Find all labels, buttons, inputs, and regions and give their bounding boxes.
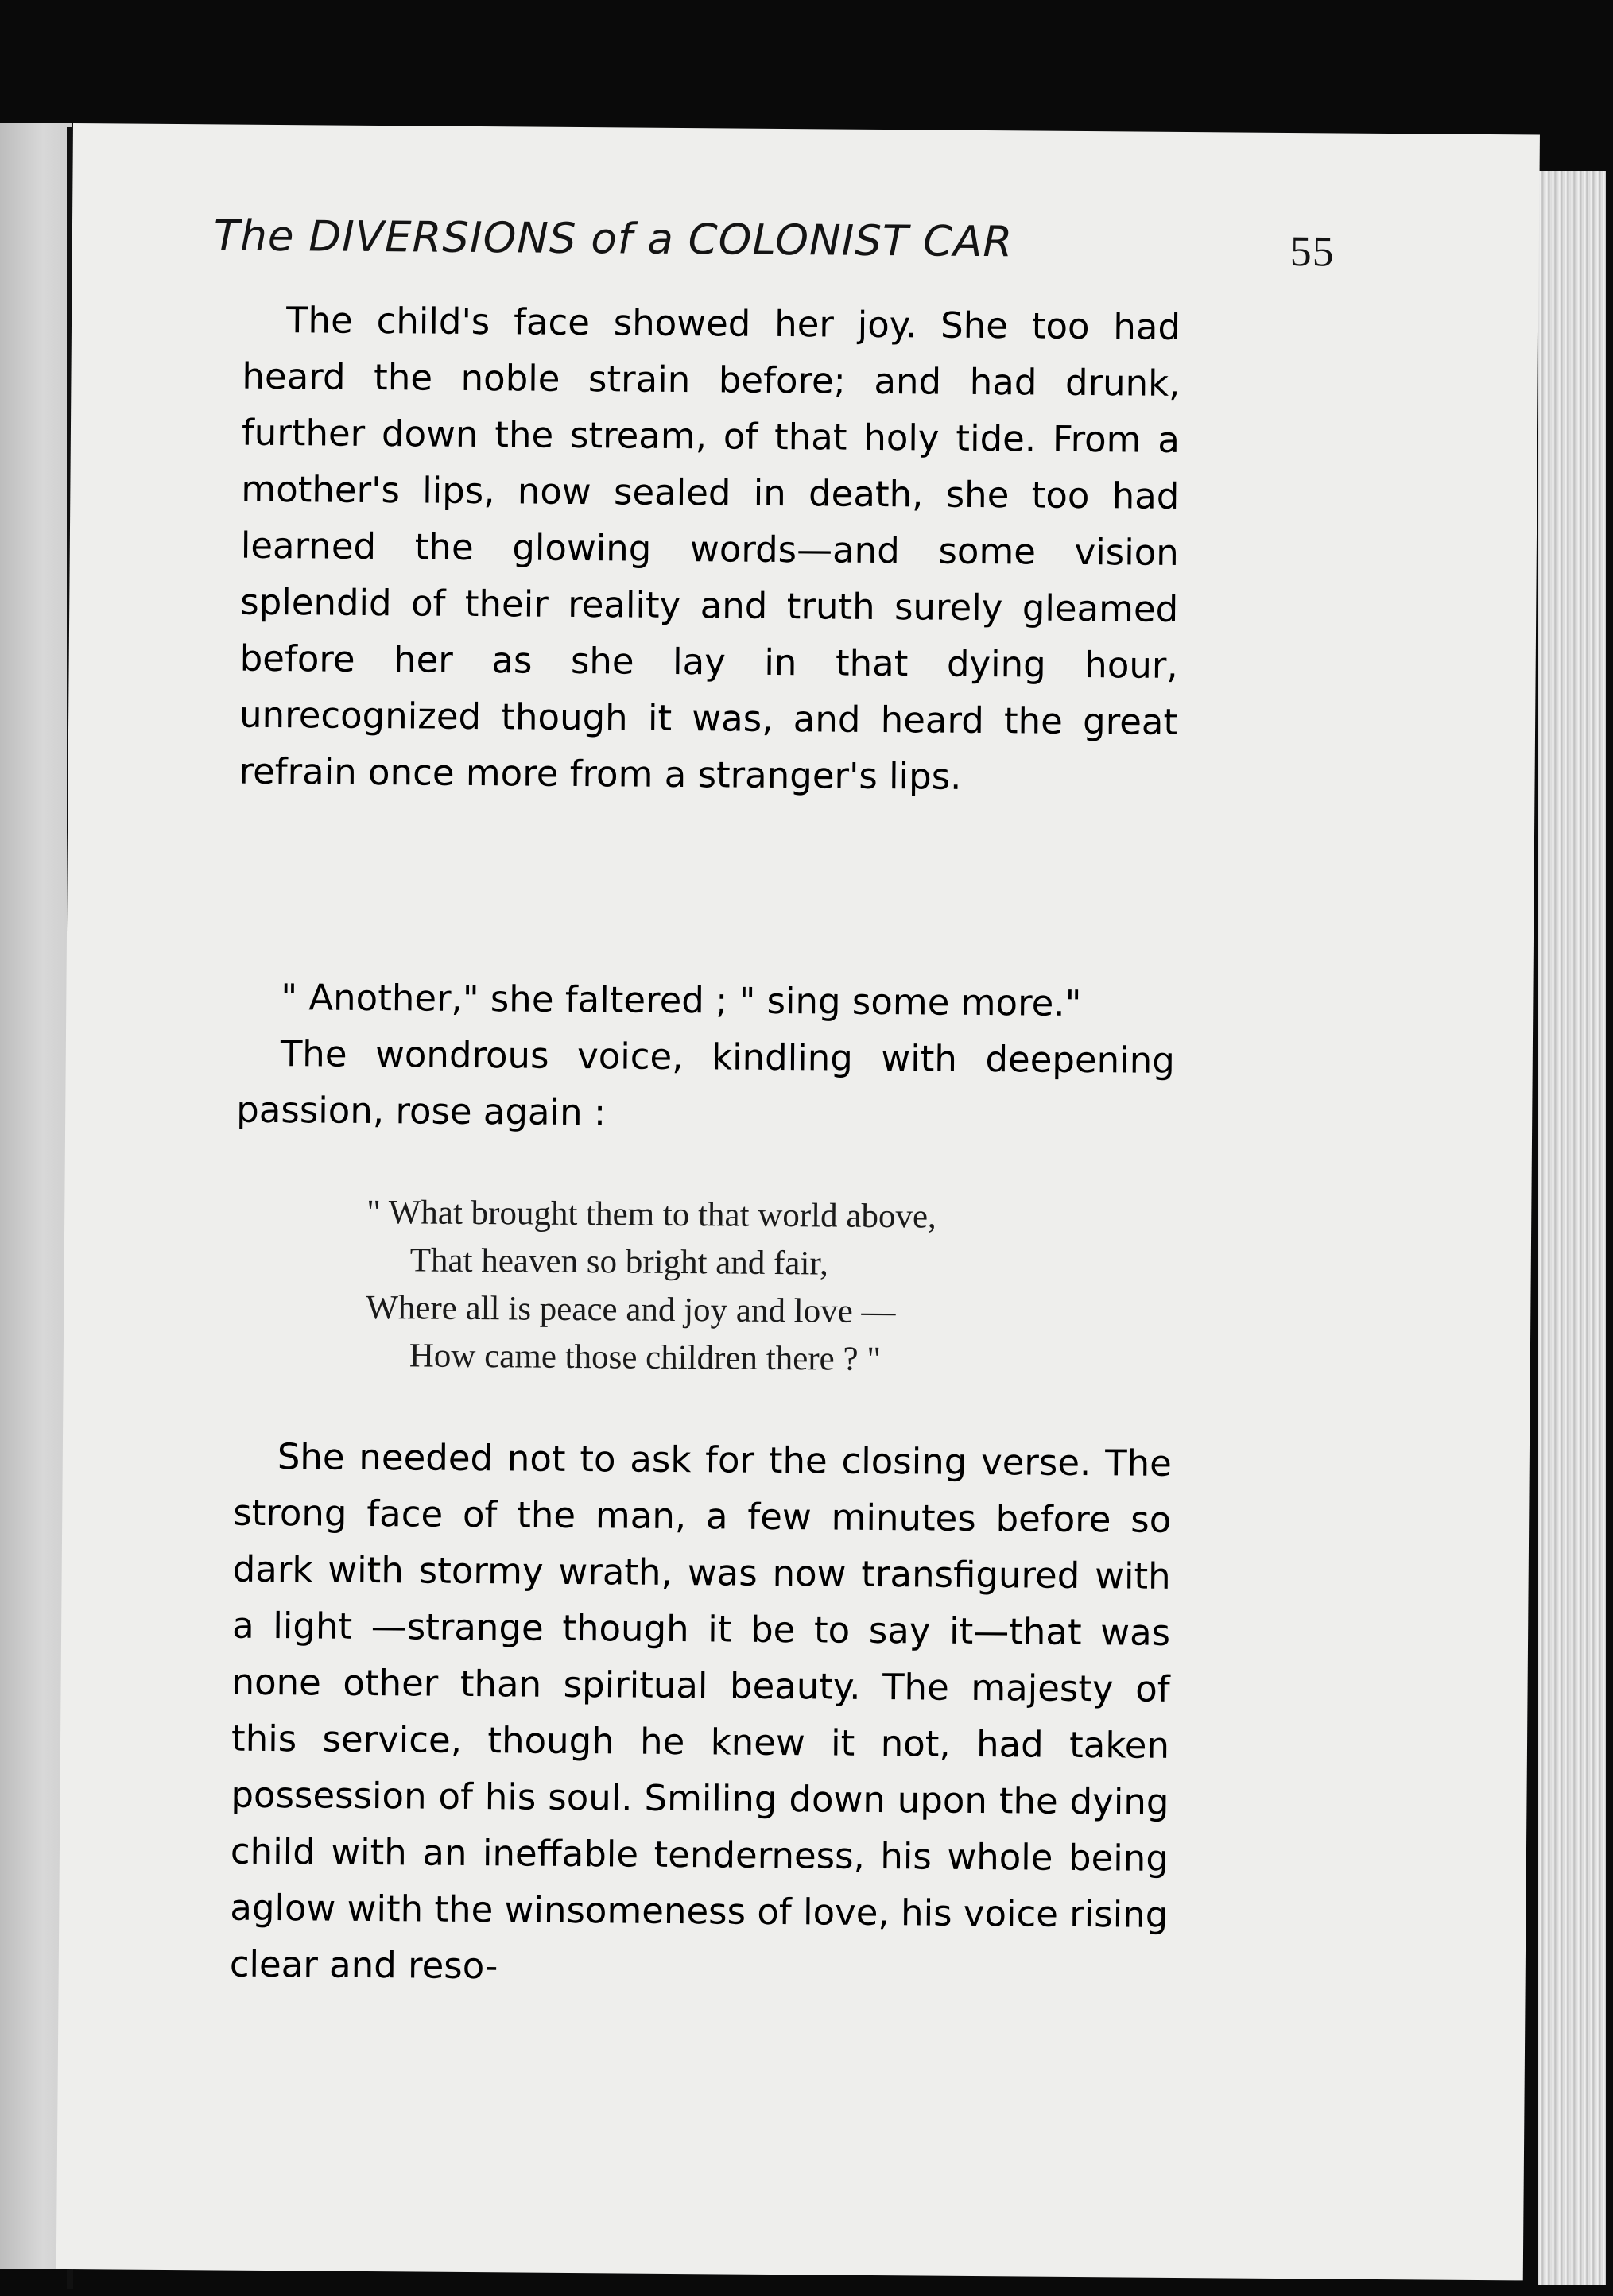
paragraph-4: She needed not to ask for the closing verse. The strong face of the man, a few minutes before so dark with stormy wrath, was now transfigured with a light —strange though it be to say it—that was none other than spiritual beauty. The majesty of this service, though he knew it not, had taken possession of his soul. Smiling down upon the dying child with an ineffable tenderness, his whole being aglow with the winsomeness of love, his voice rising clear and reso- (229, 1435, 1173, 1988)
book-page (56, 123, 1540, 2280)
paragraph-1: The child's face showed her joy. She too had heard the noble strain before; and had drunk, further down the stream, of that holy tide. From a mother's lips, now sealed in death, she too had learned the glowing words—and some vision splendid of their reality and truth surely gleamed before her as she lay in that dying hour, unrecognized though it was, and heard the great refrain once more from a stranger's lips. (238, 299, 1181, 798)
page-header (214, 211, 1336, 284)
verse-line-3: Where all is peace and joy and love — (366, 1288, 896, 1331)
paragraph-2: " Another," she faltered ; " sing some more." (281, 976, 1082, 1024)
page-stack-edge (1538, 171, 1606, 2285)
verse-line-1: " What brought them to that world above, (366, 1193, 936, 1236)
verse-line-4: How came those children there ? " (409, 1337, 882, 1379)
running-head: The DIVERSIONS of a COLONIST CAR (213, 211, 1014, 267)
verse-block (366, 1189, 936, 1384)
verse-line-2: That heaven so bright and fair, (409, 1241, 828, 1283)
page-number: 55 (1289, 227, 1336, 276)
paragraph-3: The wondrous voice, kindling with deepening passion, rose again : (236, 1032, 1175, 1134)
